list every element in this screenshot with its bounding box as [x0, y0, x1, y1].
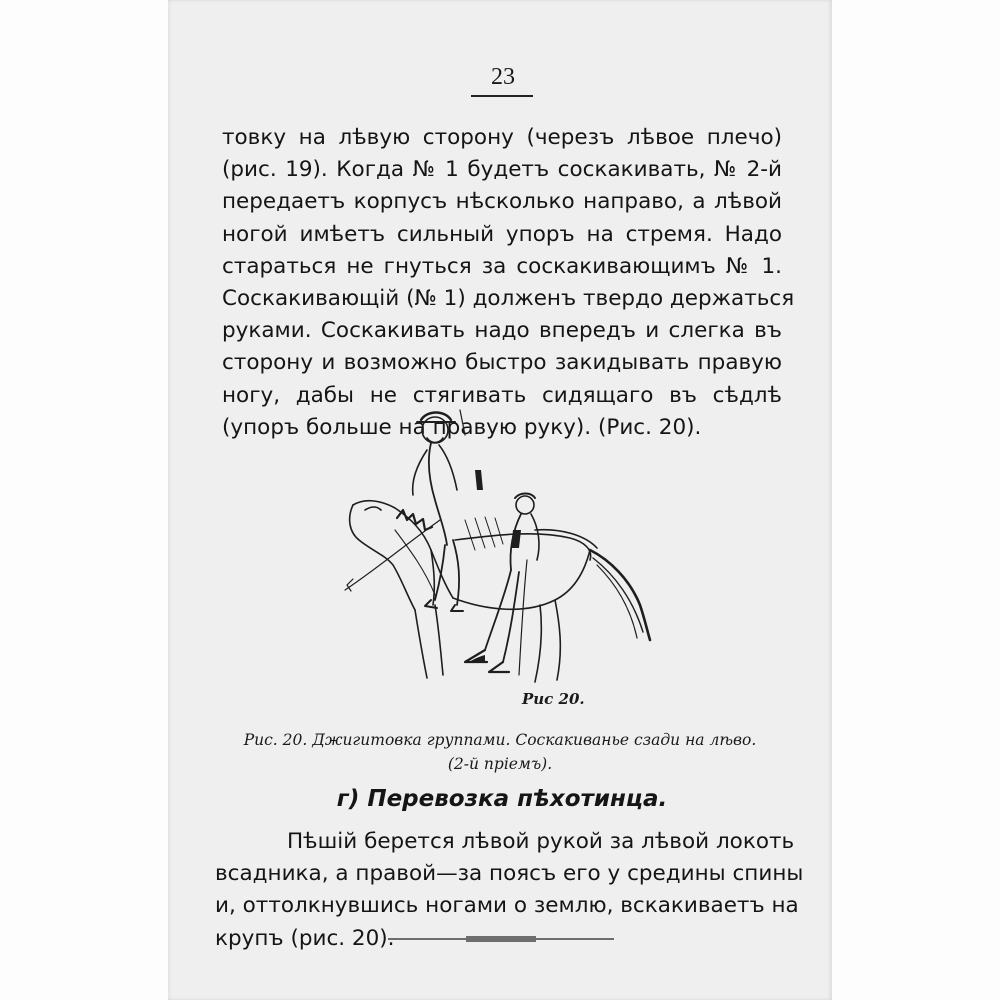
- figure-label: Рис 20.: [522, 690, 585, 708]
- text-line: крупъ (рис. 20).: [215, 925, 395, 951]
- text-line: (упоръ больше на правую руку). (Рис. 20).: [222, 414, 702, 440]
- text-line: стараться не гнуться за соскакивающимъ № 1.: [222, 253, 782, 279]
- section-heading: г) Перевозка пѣхотинца.: [336, 786, 668, 812]
- figure-illustration: [335, 400, 670, 725]
- text-line: сторону и возможно быстро закидывать правую: [222, 350, 782, 376]
- text-line: ногу, дабы не стягивать сидящаго въ сѣдлѣ: [222, 382, 782, 408]
- page-number: 23: [491, 64, 515, 90]
- horse-riders-drawing: [335, 400, 670, 725]
- text-line: руками. Соскакивать надо впередъ и слегка въ: [222, 318, 782, 344]
- end-ornament-rule: [388, 935, 614, 943]
- text-line: (рис. 19). Когда № 1 будетъ соскакивать, № 2-й: [222, 157, 782, 183]
- text-line: и, оттолкнувшись ногами о землю, вскакиваетъ на: [215, 893, 799, 919]
- caption-line: (2-й пріемъ).: [447, 755, 553, 773]
- body-paragraph: [222, 122, 795, 444]
- figure-caption: [230, 728, 770, 776]
- page-number-rule: [471, 95, 533, 97]
- text-line: товку на лѣвую сторону (черезъ лѣвое плечо): [222, 125, 782, 150]
- text-line: передаетъ корпусъ нѣсколько направо, а лѣвой: [222, 189, 782, 215]
- text-line: ногой имѣетъ сильный упоръ на стремя. Надо: [222, 221, 782, 247]
- text-line: Соскакивающій (№ 1) долженъ твердо держаться: [222, 286, 795, 312]
- caption-line: Рис. 20. Джигитовка группами. Соскакиванье сзади на лѣво.: [243, 731, 757, 749]
- text-line: Пѣшій берется лѣвой рукой за лѣвой локоть: [287, 829, 795, 854]
- text-line: всадника, а правой—за поясъ его у средины спины: [215, 861, 804, 887]
